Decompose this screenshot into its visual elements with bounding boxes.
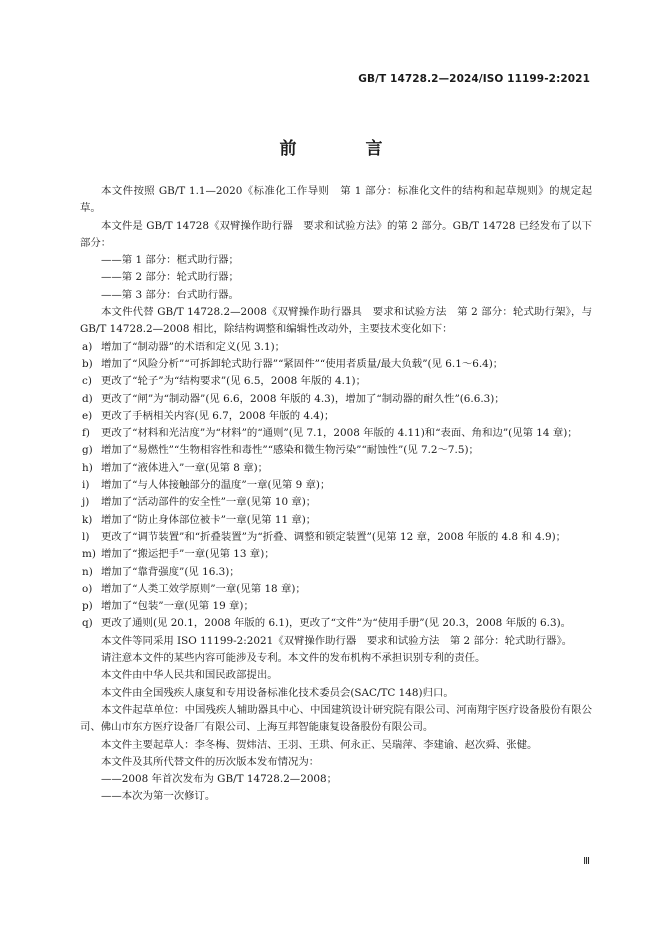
change-item-text: 增加了“易燃性”“生物相容性和毒性”“感染和微生物污染”“耐蚀性”(见 7.2～7.5)； [101, 444, 479, 457]
end-paragraph: 本文件起草单位：中国残疾人辅助器具中心、中国建筑设计研究院有限公司、河南翔宇医疗设备股份有限公司、佛山市东方医疗设备厂有限公司、上海互邦智能康复设备股份有限公司。 [80, 703, 592, 734]
change-item-text: 更改了“轮子”为“结构要求”(见 6.5，2008 年版的 4.1)； [101, 375, 367, 388]
change-item-text: 更改了“材料和光洁度”为“材料”的“通则”(见 7.1，2008 年版的 4.11)和“表面、角和边”(见第 14 章)； [101, 427, 578, 440]
change-item-text: 增加了“制动器”的术语和定义(见 3.1)； [101, 340, 286, 353]
change-item-text: 增加了“液体进入”一章(见第 8 章)； [101, 461, 269, 474]
change-item [80, 339, 592, 356]
change-item-text: 增加了“包装”一章(见第 19 章)； [101, 600, 254, 613]
change-item-label: k) [82, 513, 93, 526]
change-item-text: 更改了“闸”为“制动器”(见 6.6，2008 年版的 4.3)，增加了“制动器的耐久性”(6.6.3)； [101, 392, 505, 405]
change-item-label: i) [82, 479, 90, 492]
change-item-label: d) [82, 392, 93, 405]
change-item [80, 581, 592, 598]
change-item-label: m) [82, 548, 96, 561]
change-item [80, 615, 592, 632]
change-item-label: f) [82, 427, 90, 440]
change-item-label: h) [82, 461, 93, 474]
change-item-text: 增加了“活动部件的安全性”一章(见第 10 章)； [101, 496, 317, 509]
change-item-text: 更改了通则(见 20.1，2008 年版的 6.1)，更改了“文件”为“使用手册”(见 20.3，2008 年版的 6.3)。 [101, 617, 572, 630]
change-item-text: 增加了“人类工效学原则”一章(见第 18 章)； [101, 582, 306, 595]
change-item-label: n) [82, 565, 93, 578]
end-paragraph: 本文件及其所代替文件的历次版本发布情况为： [101, 755, 320, 768]
change-item-label: c) [82, 375, 92, 388]
change-item-label: a) [82, 340, 93, 353]
intro-paragraph: 本文件按照 GB/T 1.1—2020《标准化工作导则 第 1 部分：标准化文件的结构和起草规则》的规定起草。 [80, 185, 592, 215]
change-item-text: 增加了“风险分析”“可拆卸轮式助行器”“紧固件”“使用者质量/最大负载”(见 6.1～6.4)； [101, 357, 504, 370]
change-item-text: 增加了“防止身体部位被卡”一章(见第 11 章)； [101, 513, 317, 526]
change-item [80, 546, 592, 563]
end-paragraph: 本文件主要起草人：李冬梅、贺炜洁、王羽、王珙、何永正、吴瑞萍、李建谕、赵次舜、张健。 [101, 738, 538, 751]
change-item-label: q) [82, 617, 93, 630]
change-item [80, 356, 592, 373]
standard-code: GB/T 14728.2—2024/ISO 11199-2:2021 [358, 73, 590, 85]
change-item-label: p) [82, 600, 93, 613]
document-body [80, 183, 592, 806]
parts-list-item: ——第 3 部分：台式助行器。 [101, 288, 239, 301]
page-number: Ⅲ [583, 856, 590, 867]
change-item [80, 564, 592, 581]
page-title: 前 言 [279, 139, 409, 159]
history-list-item: ——2008 年首次发布为 GB/T 14728.2—2008； [101, 773, 338, 786]
change-item [80, 391, 592, 408]
change-item [80, 512, 592, 529]
change-item-label: o) [82, 582, 93, 595]
parts-list-item: ——第 2 部分：轮式助行器； [101, 271, 239, 284]
intro-paragraph: 本文件是 GB/T 14728《双臂操作助行器 要求和试验方法》的第 2 部分。GB/T 14728 已经发布了以下部分： [80, 219, 592, 249]
change-item [80, 425, 592, 442]
change-item [80, 460, 592, 477]
end-paragraph: 请注意本文件的某些内容可能涉及专利。本文件的发布机构不承担识别专利的责任。 [101, 652, 486, 665]
change-item [80, 408, 592, 425]
change-item [80, 494, 592, 511]
change-item [80, 442, 592, 459]
change-item-label: l) [82, 530, 90, 543]
change-item [80, 598, 592, 615]
change-item-label: g) [82, 444, 93, 457]
end-paragraph: 本文件由全国残疾人康复和专用设备标准化技术委员会(SAC/TC 148)归口。 [101, 686, 454, 699]
parts-list-item: ——第 1 部分：框式助行器； [101, 254, 239, 267]
change-item-text: 增加了“靠背强度”(见 16.3)； [101, 565, 240, 578]
change-item [80, 529, 592, 546]
change-item-text: 更改了手柄相关内容(见 6.7，2008 年版的 4.4)； [101, 409, 335, 422]
change-item-label: e) [82, 409, 93, 422]
replace-paragraph: 本文件代替 GB/T 14728.2—2008《双臂操作助行器具 要求和试验方法 第 2 部分：轮式助行架》，与 GB/T 14728.2—2008 相比，除结构调整和编辑性改动外，主要技术变化如下： [80, 306, 592, 336]
change-item [80, 477, 592, 494]
end-paragraph: 本文件由中华人民共和国民政部提出。 [101, 669, 278, 682]
change-item-text: 增加了“搬运把手”一章(见第 13 章)； [101, 548, 275, 561]
change-item-label: b) [82, 357, 93, 370]
change-item [80, 373, 592, 390]
change-item-text: 更改了“调节装置”和“折叠装置”为“折叠、调整和锁定装置”(见第 12 章，2008 年版的 4.8 和 4.9)； [101, 530, 567, 543]
change-item-text: 增加了“与人体接触部分的温度”一章(见第 9 章)； [101, 479, 331, 492]
change-item-label: j) [82, 496, 90, 509]
history-list-item: ——本次为第一次修订。 [101, 790, 216, 803]
end-paragraph: 本文件等同采用 ISO 11199-2:2021《双臂操作助行器 要求和试验方法 第 2 部分：轮式助行器》。 [101, 634, 573, 647]
changes-list [80, 339, 592, 633]
